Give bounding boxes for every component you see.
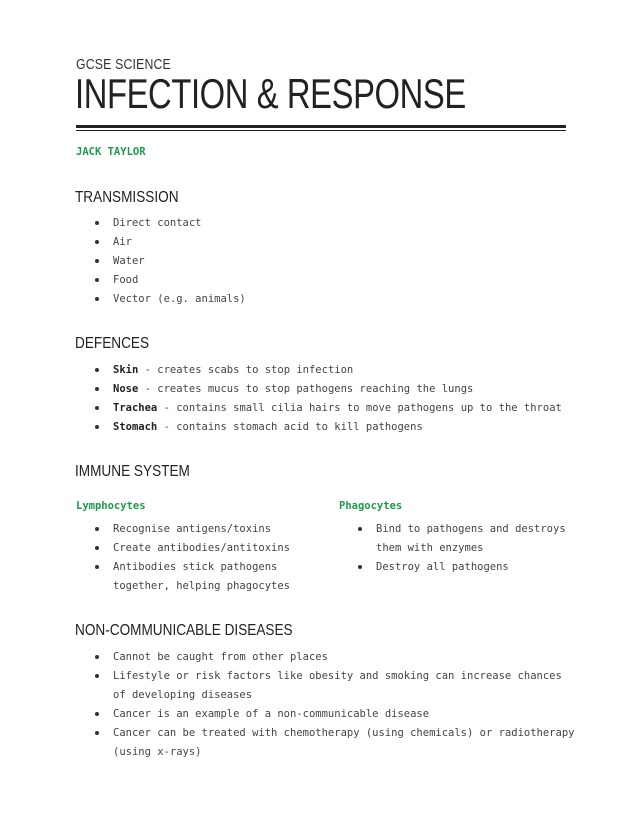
list-item: Create antibodies/antitoxins	[76, 539, 316, 558]
defence-desc: - creates scabs to stop infection	[138, 364, 354, 376]
author-name: JACK TAYLOR	[76, 146, 146, 158]
page-title: INFECTION & RESPONSE	[75, 70, 466, 117]
list-item: Vector (e.g. animals)	[76, 290, 576, 309]
list-item	[76, 380, 596, 399]
list-item: Antibodies stick pathogens together, helping phagocytes	[76, 558, 316, 596]
defence-desc: - creates mucus to stop pathogens reaching the lungs	[138, 383, 474, 395]
transmission-list	[76, 214, 576, 309]
title-rule-thin	[76, 130, 566, 131]
list-item: Bind to pathogens and destroys them with enzymes	[339, 520, 579, 558]
list-item	[76, 399, 596, 418]
lymphocytes-heading: Lymphocytes	[76, 500, 146, 512]
defences-list	[76, 361, 596, 437]
list-item: Food	[76, 271, 576, 290]
list-item: Cannot be caught from other places	[76, 648, 576, 667]
list-item	[76, 361, 596, 380]
defence-term: Nose	[113, 383, 139, 395]
section-heading-transmission: TRANSMISSION	[75, 189, 179, 206]
list-item: Air	[76, 233, 576, 252]
list-item	[76, 418, 596, 437]
list-item: Lifestyle or risk factors like obesity and smoking can increase chances of developing diseases	[76, 667, 576, 705]
list-item: Destroy all pathogens	[339, 558, 579, 577]
list-item: Water	[76, 252, 576, 271]
section-heading-defences: DEFENCES	[75, 335, 150, 352]
defence-desc: - contains stomach acid to kill pathogens	[157, 421, 423, 433]
phagocytes-list	[339, 520, 579, 577]
section-heading-immune-system: IMMUNE SYSTEM	[75, 463, 190, 480]
defence-term: Stomach	[113, 421, 158, 433]
list-item: Cancer is an example of a non-communicable disease	[76, 705, 576, 724]
section-heading-non-communicable: NON-COMMUNICABLE DISEASES	[75, 622, 293, 639]
list-item: Cancer can be treated with chemotherapy (using chemicals) or radiotherapy (using x-rays)	[76, 724, 576, 762]
defence-desc: - contains small cilia hairs to move pathogens up to the throat	[157, 402, 562, 414]
lymphocytes-list	[76, 520, 316, 596]
title-rule	[76, 125, 566, 128]
list-item: Recognise antigens/toxins	[76, 520, 316, 539]
subject-label: GCSE SCIENCE	[76, 56, 171, 73]
non-communicable-list	[76, 648, 576, 762]
defence-term: Skin	[113, 364, 139, 376]
phagocytes-heading: Phagocytes	[339, 500, 403, 512]
list-item: Direct contact	[76, 214, 576, 233]
defence-term: Trachea	[113, 402, 158, 414]
